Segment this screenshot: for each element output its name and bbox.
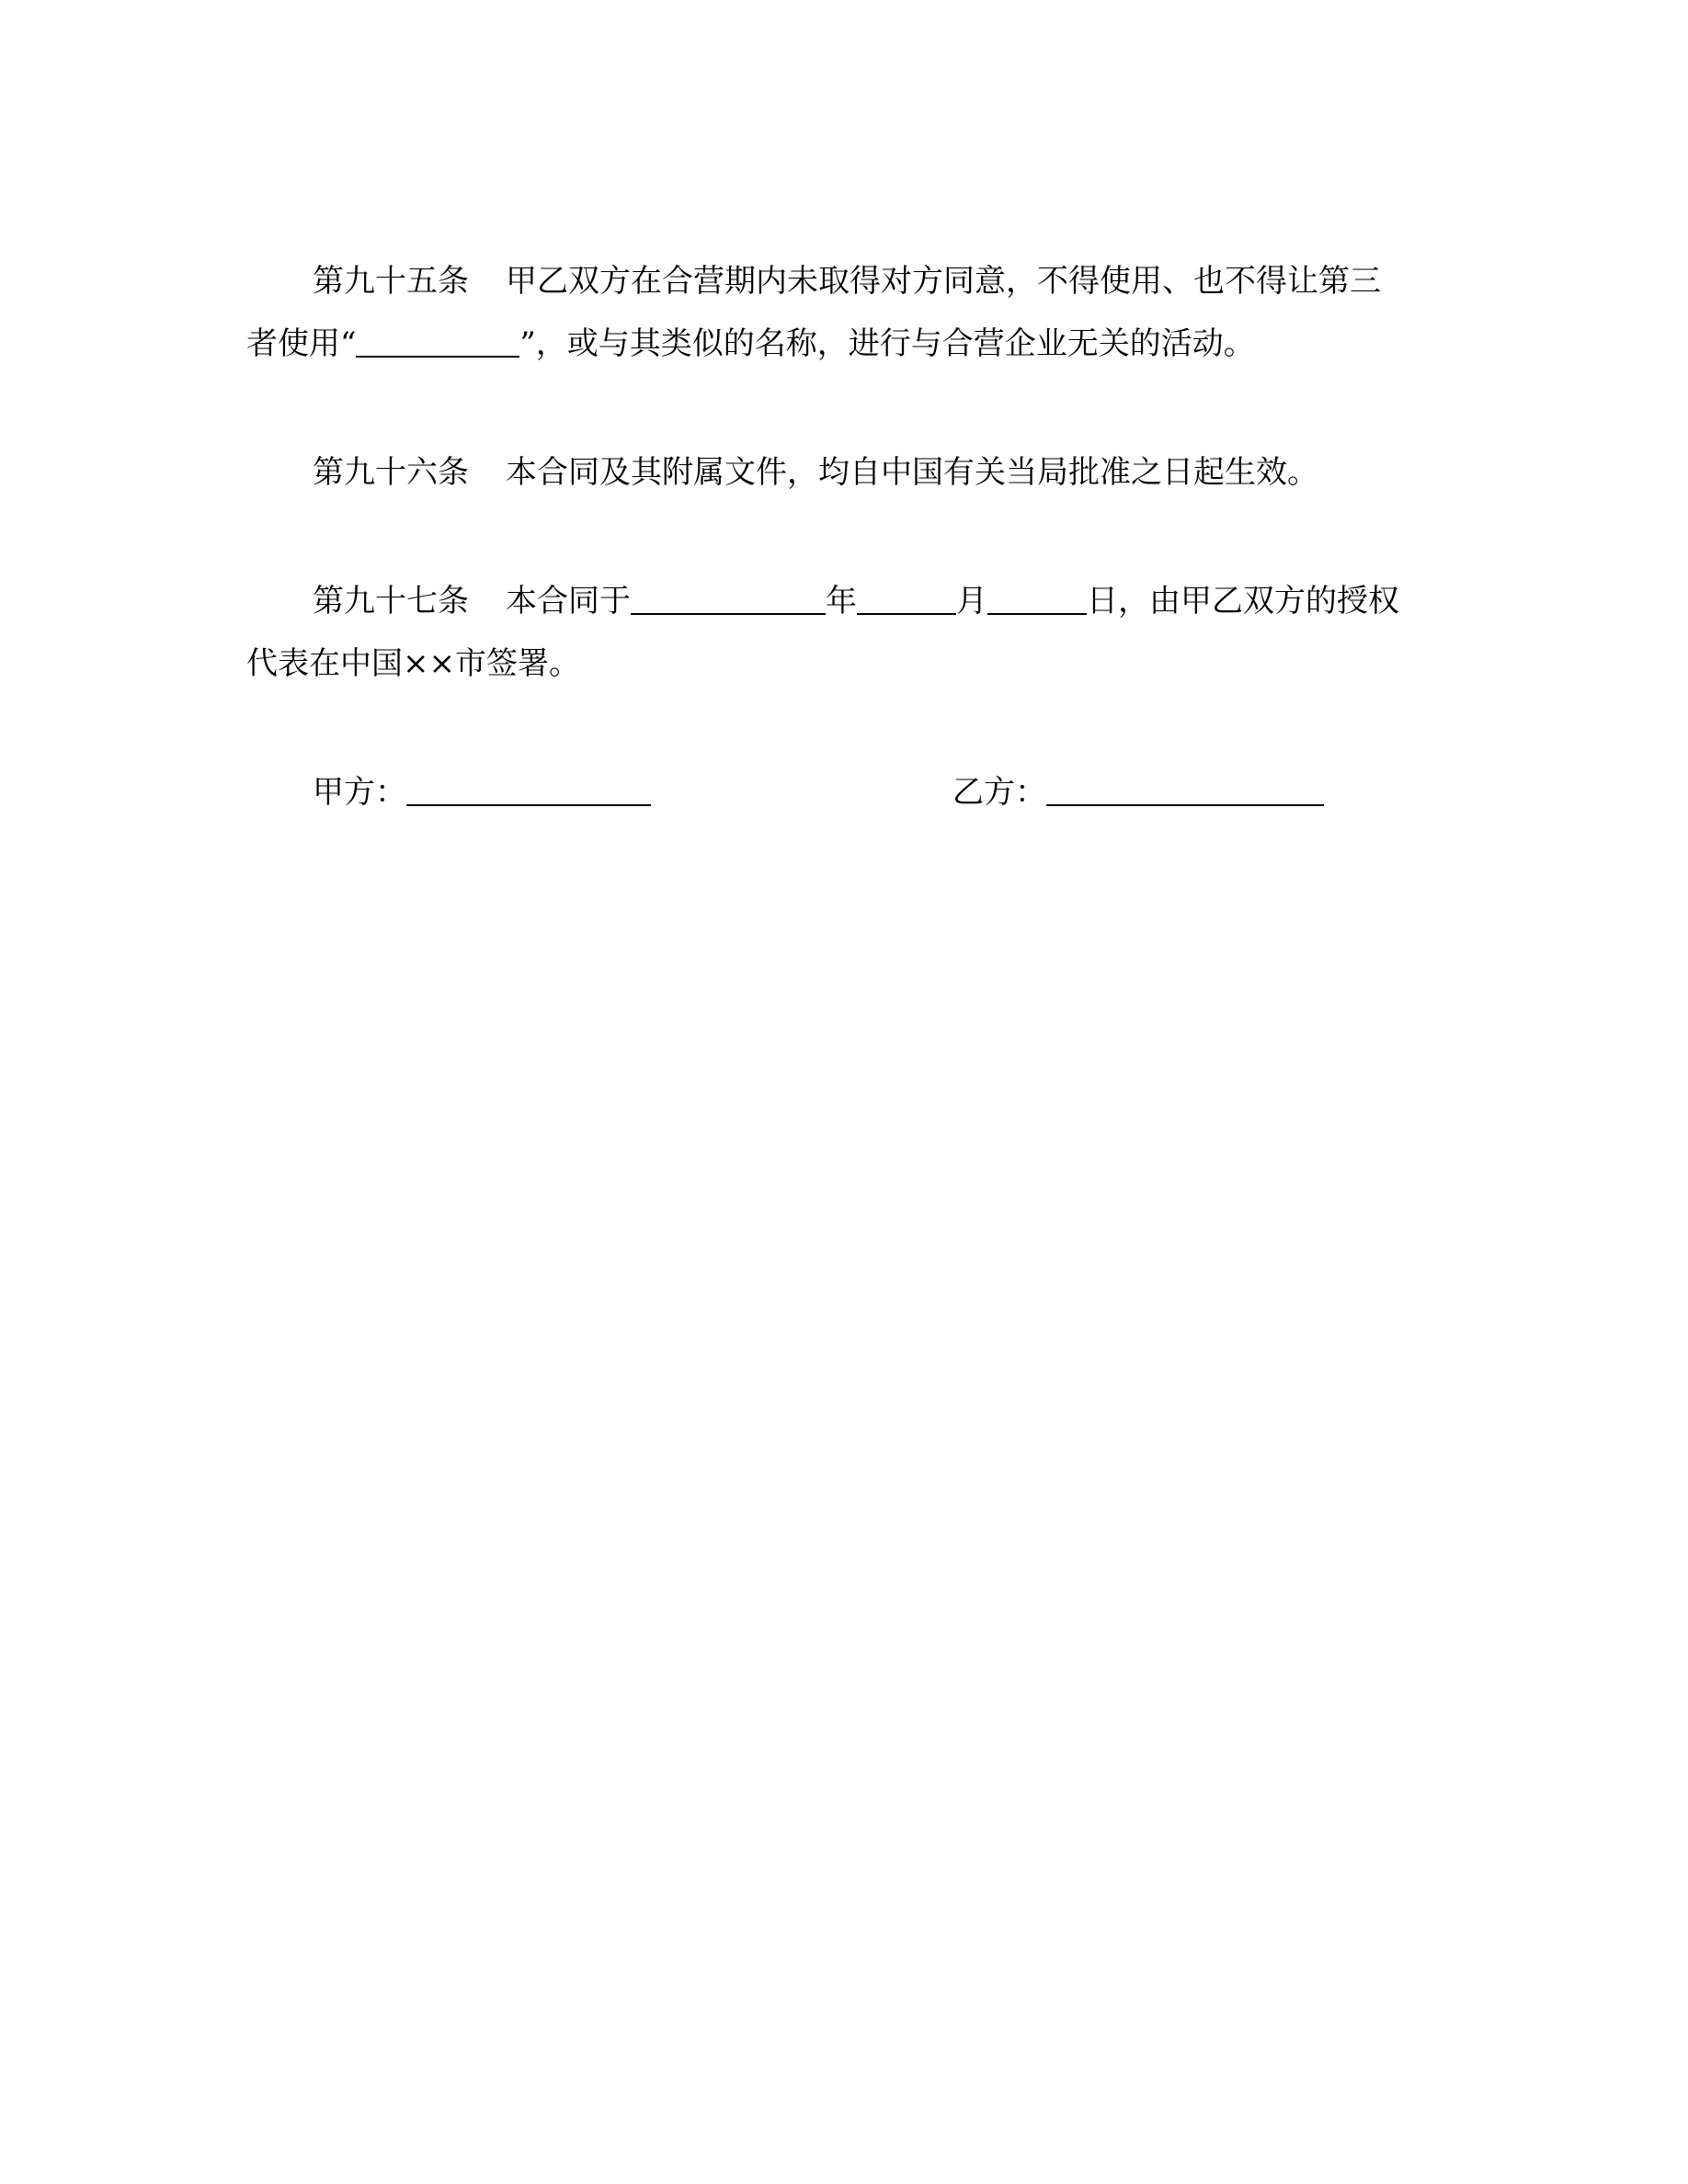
day-label-text: 日，由甲乙双方的授权 xyxy=(1087,583,1399,620)
article-97-number: 第九十七条 xyxy=(313,583,469,620)
article-95-text-prefix: 者使用“ xyxy=(246,325,357,362)
article-97-text-prefix: 本合同于 xyxy=(506,583,631,620)
article-97-line-1 xyxy=(313,581,1399,621)
year-blank-field[interactable] xyxy=(631,586,826,615)
article-96-text: 本合同及其附属文件，均自中国有关当局批准之日起生效。 xyxy=(506,454,1318,491)
month-label: 月 xyxy=(956,583,987,620)
party-a-signature xyxy=(313,772,651,813)
year-label: 年 xyxy=(826,583,857,620)
article-96-line xyxy=(313,452,1318,493)
party-a-label: 甲方： xyxy=(313,774,406,811)
article-95-line-1 xyxy=(313,261,1381,301)
article-95-text-line-1: 甲乙双方在合营期内未取得对方同意，不得使用、也不得让第三 xyxy=(506,263,1381,300)
day-blank-field[interactable] xyxy=(987,586,1087,615)
article-97-line-2 xyxy=(246,643,580,684)
article-96-number: 第九十六条 xyxy=(313,454,469,491)
party-a-signature-field[interactable] xyxy=(406,777,651,806)
month-blank-field[interactable] xyxy=(857,586,956,615)
article-97-text-line-2: 代表在中国××市签署。 xyxy=(246,645,580,682)
article-95-line-2 xyxy=(246,324,1255,364)
article-95-number: 第九十五条 xyxy=(313,263,469,300)
party-b-signature xyxy=(952,772,1324,813)
name-blank-field[interactable] xyxy=(356,328,519,358)
article-95-text-suffix: ”，或与其类似的名称，进行与合营企业无关的活动。 xyxy=(519,325,1255,362)
party-b-label: 乙方： xyxy=(952,774,1046,811)
party-b-signature-field[interactable] xyxy=(1046,777,1324,806)
